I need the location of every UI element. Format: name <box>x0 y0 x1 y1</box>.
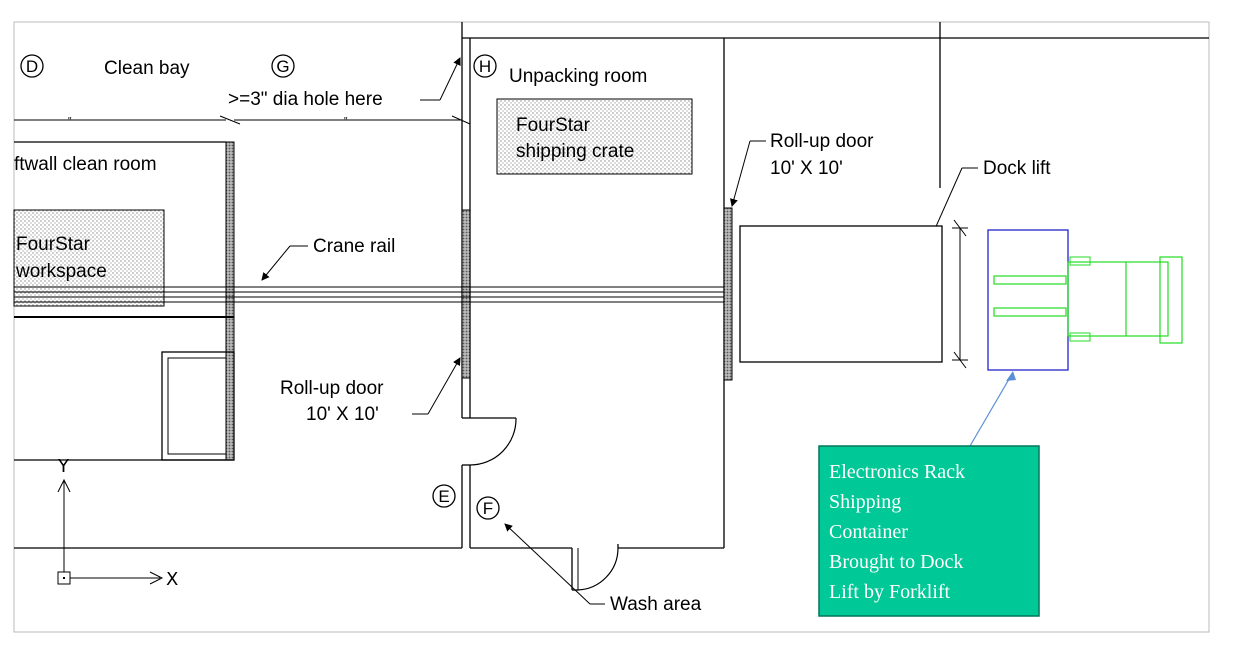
crate-label-line1: FourStar <box>516 115 590 136</box>
rollup-2-leader-arrow <box>732 141 750 206</box>
forklift <box>994 257 1182 343</box>
clean-bay-label: Clean bay <box>104 58 190 79</box>
grid-label-g: G <box>276 57 290 76</box>
anteroom-inner <box>168 358 226 454</box>
forklift-wheel-2 <box>1070 333 1090 341</box>
forklift-body <box>1068 262 1168 336</box>
grid-label-h: H <box>478 57 492 76</box>
forklift-counterweight <box>1160 257 1182 343</box>
forklift-fork-bottom <box>994 308 1066 316</box>
wash-door-arc <box>578 548 618 590</box>
shipping-container <box>988 230 1068 370</box>
workspace-label-line1: FourStar <box>16 234 90 255</box>
workspace-label-line2: workspace <box>16 261 107 282</box>
rollup-door-2-label-line1: Roll-up door <box>770 131 874 152</box>
fourstar-shipping-crate <box>497 99 692 174</box>
cleanroom-softwall <box>226 142 234 460</box>
callout-line-1: Electronics Rack <box>829 461 966 483</box>
grid-label-e: E <box>438 487 450 506</box>
clean-room-label: ftwall clean room <box>14 154 157 175</box>
dock-lift-label: Dock lift <box>983 158 1051 179</box>
dim-mark-2: " <box>344 116 348 127</box>
callout-line-2: Shipping <box>829 491 902 513</box>
ucs-origin-dot <box>63 577 65 579</box>
unpacking-room-label: Unpacking room <box>509 66 648 87</box>
rollup-door-2-label-line2: 10' X 10' <box>770 158 843 179</box>
forklift-fork-top <box>994 276 1066 284</box>
swing-door-arc <box>470 418 516 465</box>
callout-line-5: Lift by Forklift <box>829 581 951 603</box>
forklift-wheel-1 <box>1070 257 1090 265</box>
dock-lift <box>740 226 942 362</box>
rollup-1-leader-arrow <box>428 358 460 414</box>
callout-arrow <box>970 374 1012 446</box>
ucs-x-label: X <box>166 569 179 590</box>
grid-label-d: D <box>25 57 39 76</box>
crane-rail-label: Crane rail <box>313 236 396 257</box>
rollup-door-1-label-line1: Roll-up door <box>280 378 384 399</box>
hole-label: >=3" dia hole here <box>228 89 383 110</box>
rollup-door-1-label-line2: 10' X 10' <box>306 404 379 425</box>
ucs-y-label: Y <box>58 456 69 477</box>
callout-line-3: Container <box>829 521 908 543</box>
crate-label-line2: shipping crate <box>516 141 635 162</box>
crane-leader-arrow <box>262 246 290 280</box>
callout-arrowhead <box>1006 371 1016 381</box>
grid-label-f: F <box>482 499 494 518</box>
hole-leader-arrow <box>440 58 460 100</box>
rollup-door-2 <box>724 208 732 380</box>
dim-mark-1: " <box>68 116 72 127</box>
wash-leader-arrow <box>505 524 590 604</box>
rollup-door-1 <box>462 210 470 378</box>
callout-line-4: Brought to Dock <box>829 551 964 573</box>
wash-area-label: Wash area <box>610 594 702 615</box>
anteroom-outer <box>162 352 234 460</box>
cleanroom-divider <box>14 316 234 318</box>
